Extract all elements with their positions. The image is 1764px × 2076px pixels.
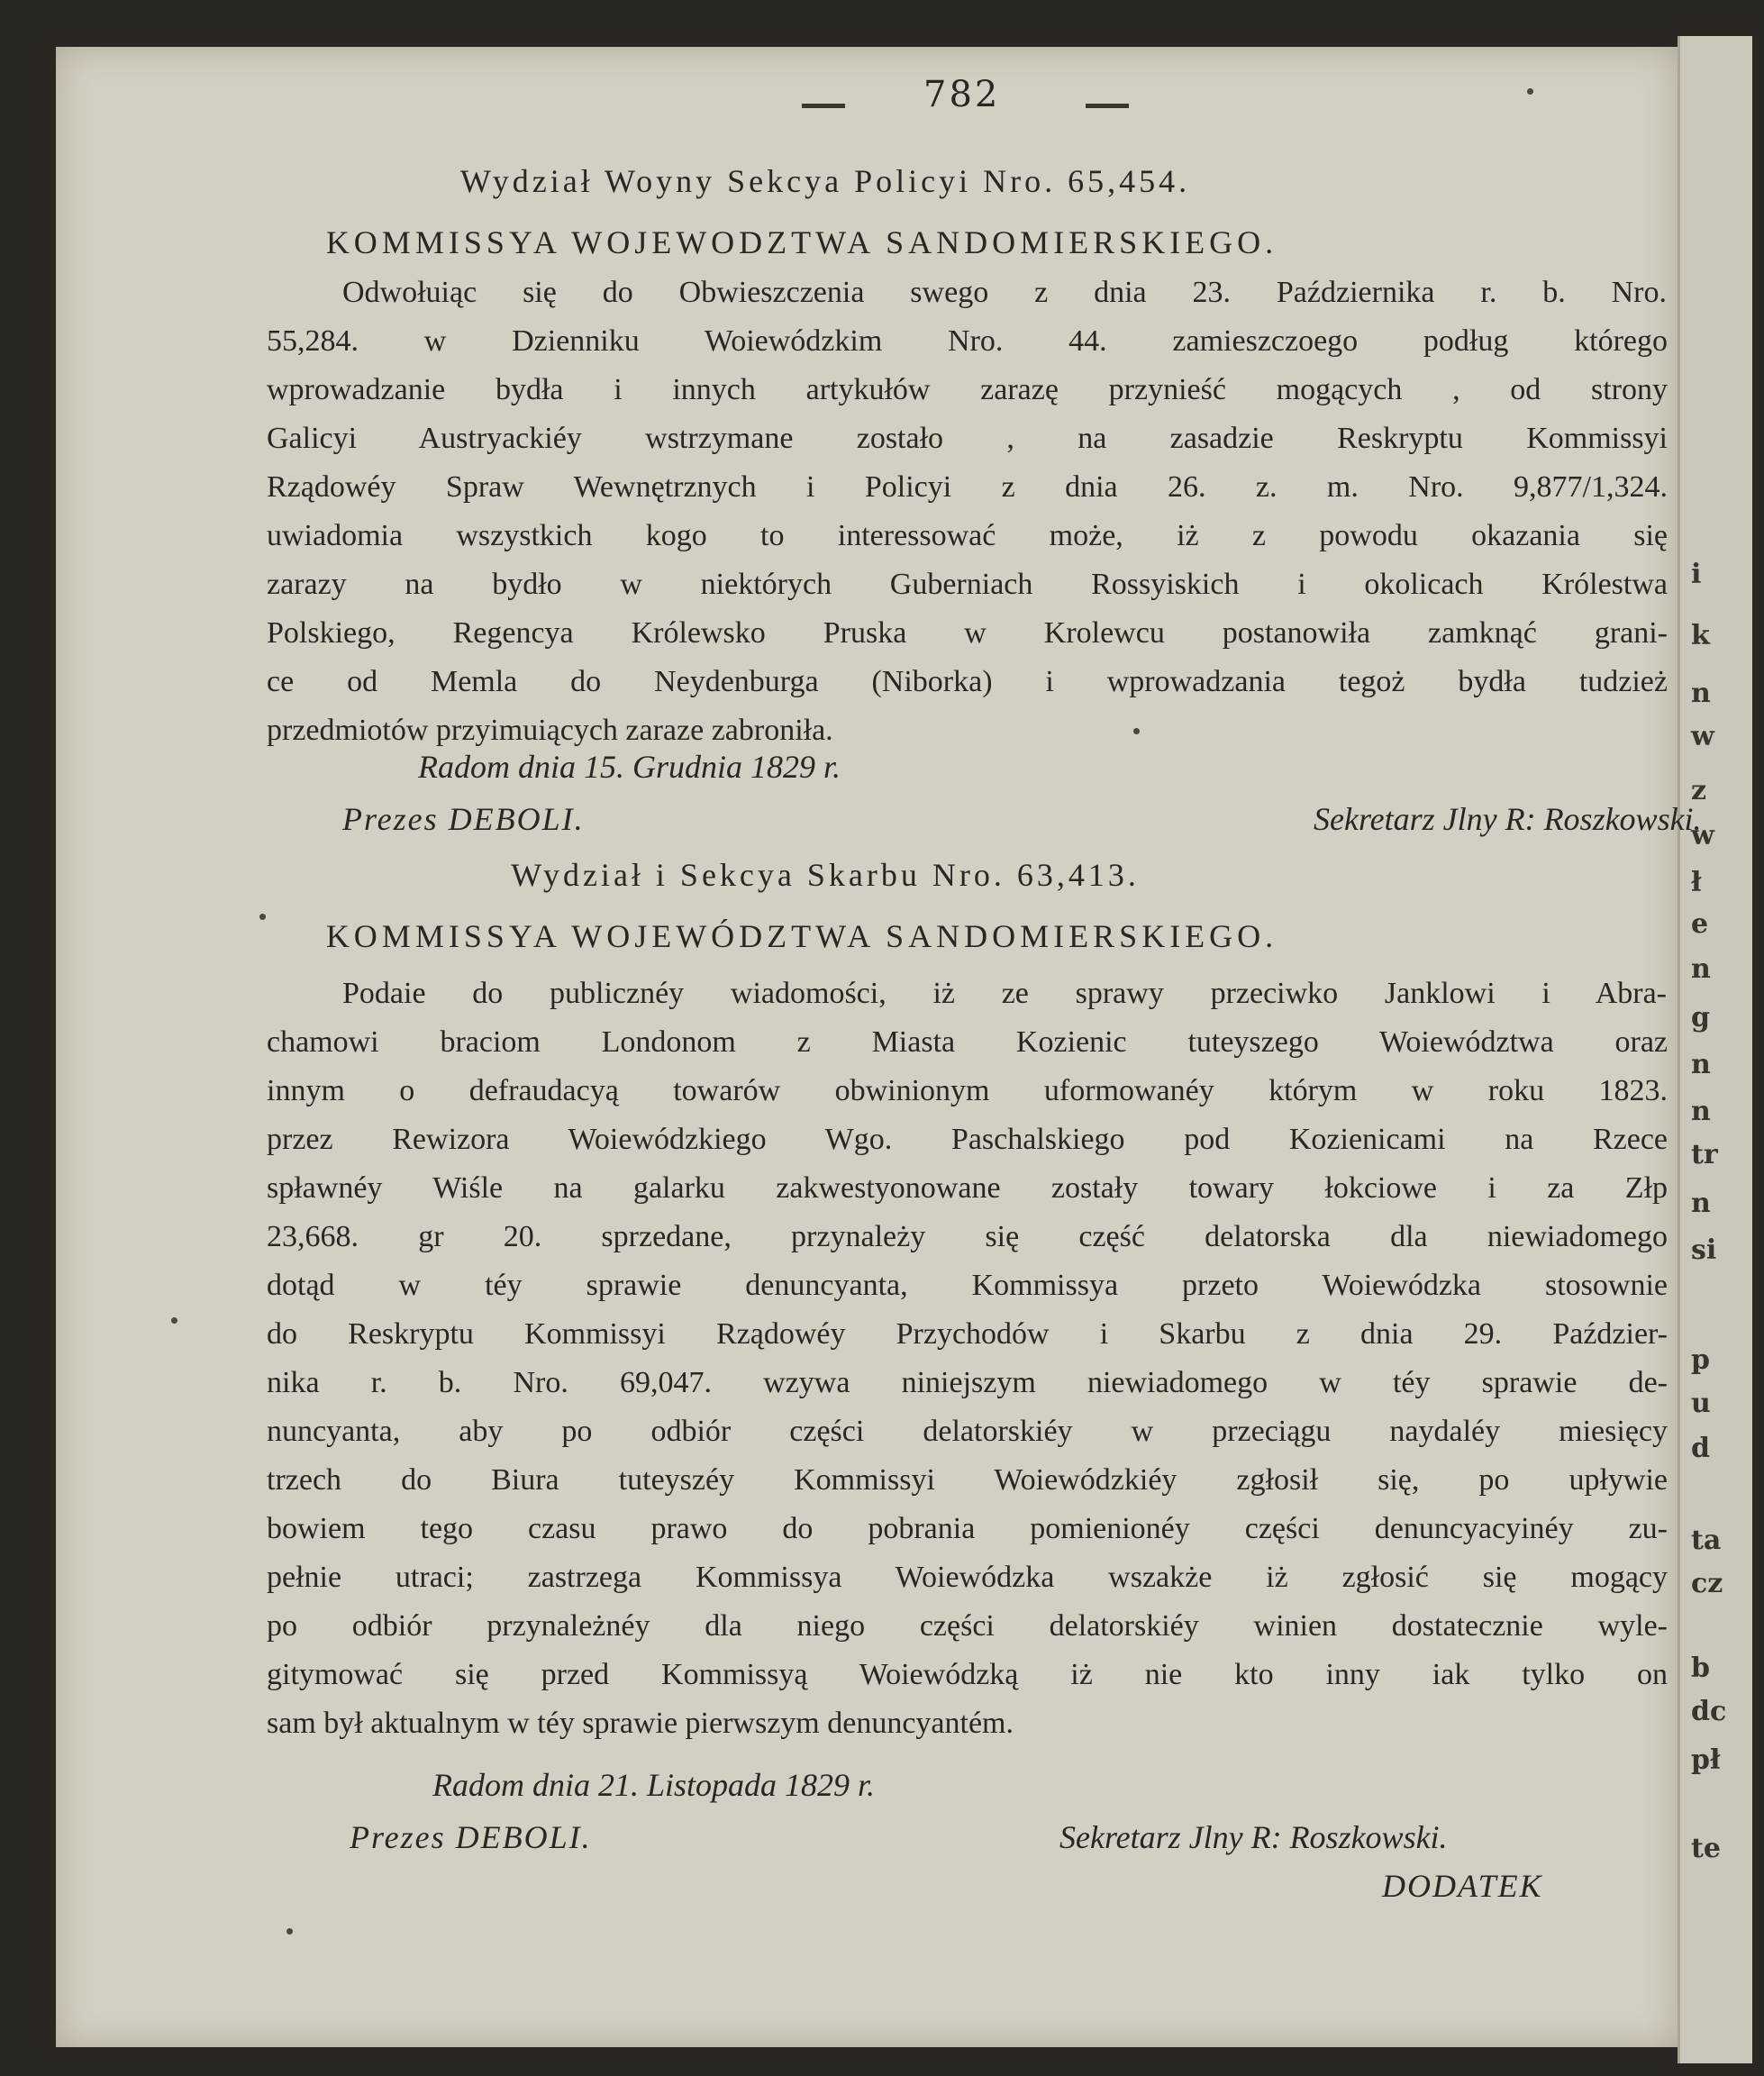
notice-1-president: Prezes DEBOLI.	[342, 801, 585, 837]
edge-letter: n	[1691, 953, 1711, 985]
notice-2-secretary: Sekretarz Jlny R: Roszkowski.	[1059, 1819, 1448, 1855]
notice-1-line: Odwołuiąc się do Obwieszczenia swego z dnia 23. Października r. b. Nro.	[342, 276, 1667, 309]
edge-letter: b	[1691, 1653, 1710, 1684]
notice-1-line: wprowadzanie bydła i innych artykułów zarazę przynieść mogących , od strony	[267, 373, 1668, 406]
notice-1-date: Radom dnia 15. Grudnia 1829 r.	[418, 749, 841, 785]
page-number: 782	[923, 74, 1001, 115]
notice-2-line: trzech do Biura tuteyszéy Kommissyi Woiewódzkiéy zgłosił się, po upływie	[267, 1463, 1668, 1497]
edge-letter: pł	[1691, 1744, 1721, 1776]
edge-letter: g	[1691, 1002, 1710, 1033]
notice-2-line: dotąd w téy sprawie denuncyanta, Kommissya przeto Woiewódzka stosownie	[267, 1269, 1668, 1302]
paper-speck	[171, 1317, 177, 1324]
notice-1-line: Rządowéy Spraw Wewnętrznych i Policyi z dnia 26. z. m. Nro. 9,877/1,324.	[267, 470, 1668, 504]
edge-letter: p	[1691, 1344, 1710, 1376]
paper-speck	[1133, 728, 1140, 734]
edge-letter: n	[1691, 1188, 1711, 1219]
notice-1-line: 55,284. w Dzienniku Woiewódzkim Nro. 44. zamieszczoego podług którego	[267, 324, 1668, 358]
next-page-edge	[1678, 36, 1752, 2063]
paper-speck	[259, 914, 266, 920]
notice-1-department: Wydział Woyny Sekcya Policyi Nro. 65,454.	[459, 163, 1191, 199]
edge-letter: cz	[1691, 1568, 1723, 1599]
notice-2-line: Podaie do publicznéy wiadomości, iż ze sprawy przeciwko Janklowi i Abra-	[342, 977, 1667, 1010]
notice-2-line: przez Rewizora Woiewódzkiego Wgo. Paschalskiego pod Kozienicami na Rzece	[267, 1123, 1668, 1156]
notice-2-line: innym o defraudacyą towarów obwinionym uformowanéy którym w roku 1823.	[267, 1074, 1668, 1107]
edge-letter: si	[1691, 1234, 1717, 1266]
edge-letter: w	[1691, 820, 1714, 851]
notice-2-date: Radom dnia 21. Listopada 1829 r.	[432, 1767, 876, 1803]
notice-2-line: sam był aktualnym w téy sprawie pierwszym denuncyantém.	[267, 1707, 1014, 1740]
paper-speck	[286, 1928, 293, 1935]
notice-1-secretary: Sekretarz Jlny R: Roszkowski.	[1314, 801, 1702, 837]
edge-letter: tr	[1691, 1139, 1718, 1170]
notice-2-line: po odbiór przynależnéy dla niego części delatorskiéy winien dostatecznie wyle-	[267, 1609, 1668, 1643]
notice-2-line: 23,668. gr 20. sprzedane, przynależy się część delatorska dla niewiadomego	[267, 1220, 1668, 1253]
edge-letter: n	[1691, 1096, 1711, 1127]
edge-letter: i	[1691, 559, 1702, 590]
edge-letter: dc	[1691, 1696, 1727, 1727]
edge-letter: ta	[1691, 1525, 1722, 1556]
catchword: DODATEK	[1382, 1868, 1543, 1904]
notice-2-line: spławnéy Wiśle na galarku zakwestyonowane zostały towary łokciowe i za Złp	[267, 1171, 1668, 1205]
edge-letter: w	[1691, 721, 1714, 752]
notice-1-commission: KOMMISSYA WOJEWODZTWA SANDOMIERSKIEGO.	[325, 224, 1278, 260]
notice-1-line: uwiadomia wszystkich kogo to interessować może, iż z powodu okazania się	[267, 519, 1668, 552]
edge-letter: u	[1691, 1388, 1711, 1419]
notice-2-president: Prezes DEBOLI.	[350, 1819, 592, 1855]
edge-letter: n	[1691, 1049, 1711, 1080]
notice-1-line: zarazy na bydło w niektórych Guberniach Rossyiskich i okolicach Królestwa	[267, 568, 1668, 601]
edge-letter: e	[1691, 908, 1709, 940]
header-dash-right	[1086, 104, 1129, 108]
edge-letter: te	[1691, 1833, 1721, 1864]
notice-2-commission: KOMMISSYA WOJEWÓDZTWA SANDOMIERSKIEGO.	[325, 918, 1278, 954]
notice-1-line: Galicyi Austryackiéy wstrzymane zostało , na zasadzie Reskryptu Kommissyi	[267, 422, 1668, 455]
notice-2-line: pełnie utraci; zastrzega Kommissya Woiewódzka wszakże iż zgłosić się mogący	[267, 1561, 1668, 1594]
edge-letter: k	[1691, 620, 1710, 651]
header-dash-left	[802, 104, 845, 108]
edge-letter: z	[1691, 775, 1707, 806]
notice-2-line: gitymować się przed Kommissyą Woiewódzką iż nie kto inny iak tylko on	[267, 1658, 1668, 1691]
notice-2-line: do Reskryptu Kommissyi Rządowéy Przychodów i Skarbu z dnia 29. Paździer-	[267, 1317, 1668, 1351]
notice-2-line: chamowi braciom Londonom z Miasta Kozienic tuteyszego Woiewództwa oraz	[267, 1025, 1668, 1059]
notice-1-line: ce od Memla do Neydenburga (Niborka) i wprowadzania tegoż bydła tudzież	[267, 665, 1668, 698]
notice-1-line: Polskiego, Regencya Królewsko Pruska w Krolewcu postanowiła zamknąć grani-	[267, 616, 1668, 650]
notice-1-line: przedmiotów przyimuiących zaraze zabroniła.	[267, 714, 833, 747]
notice-2-department: Wydział i Sekcya Skarbu Nro. 63,413.	[511, 857, 1140, 893]
notice-2-line: bowiem tego czasu prawo do pobrania pomienionéy części denuncyacyinéy zu-	[267, 1512, 1668, 1545]
paper-speck	[1527, 88, 1533, 95]
notice-2-line: nika r. b. Nro. 69,047. wzywa niniejszym niewiadomego w téy sprawie de-	[267, 1366, 1668, 1399]
edge-letter: ł	[1691, 867, 1702, 898]
edge-letter: d	[1691, 1433, 1710, 1464]
edge-letter: n	[1691, 678, 1711, 709]
notice-2-line: nuncyanta, aby po odbiór części delatorskiéy w przeciągu naydaléy miesięcy	[267, 1415, 1668, 1448]
